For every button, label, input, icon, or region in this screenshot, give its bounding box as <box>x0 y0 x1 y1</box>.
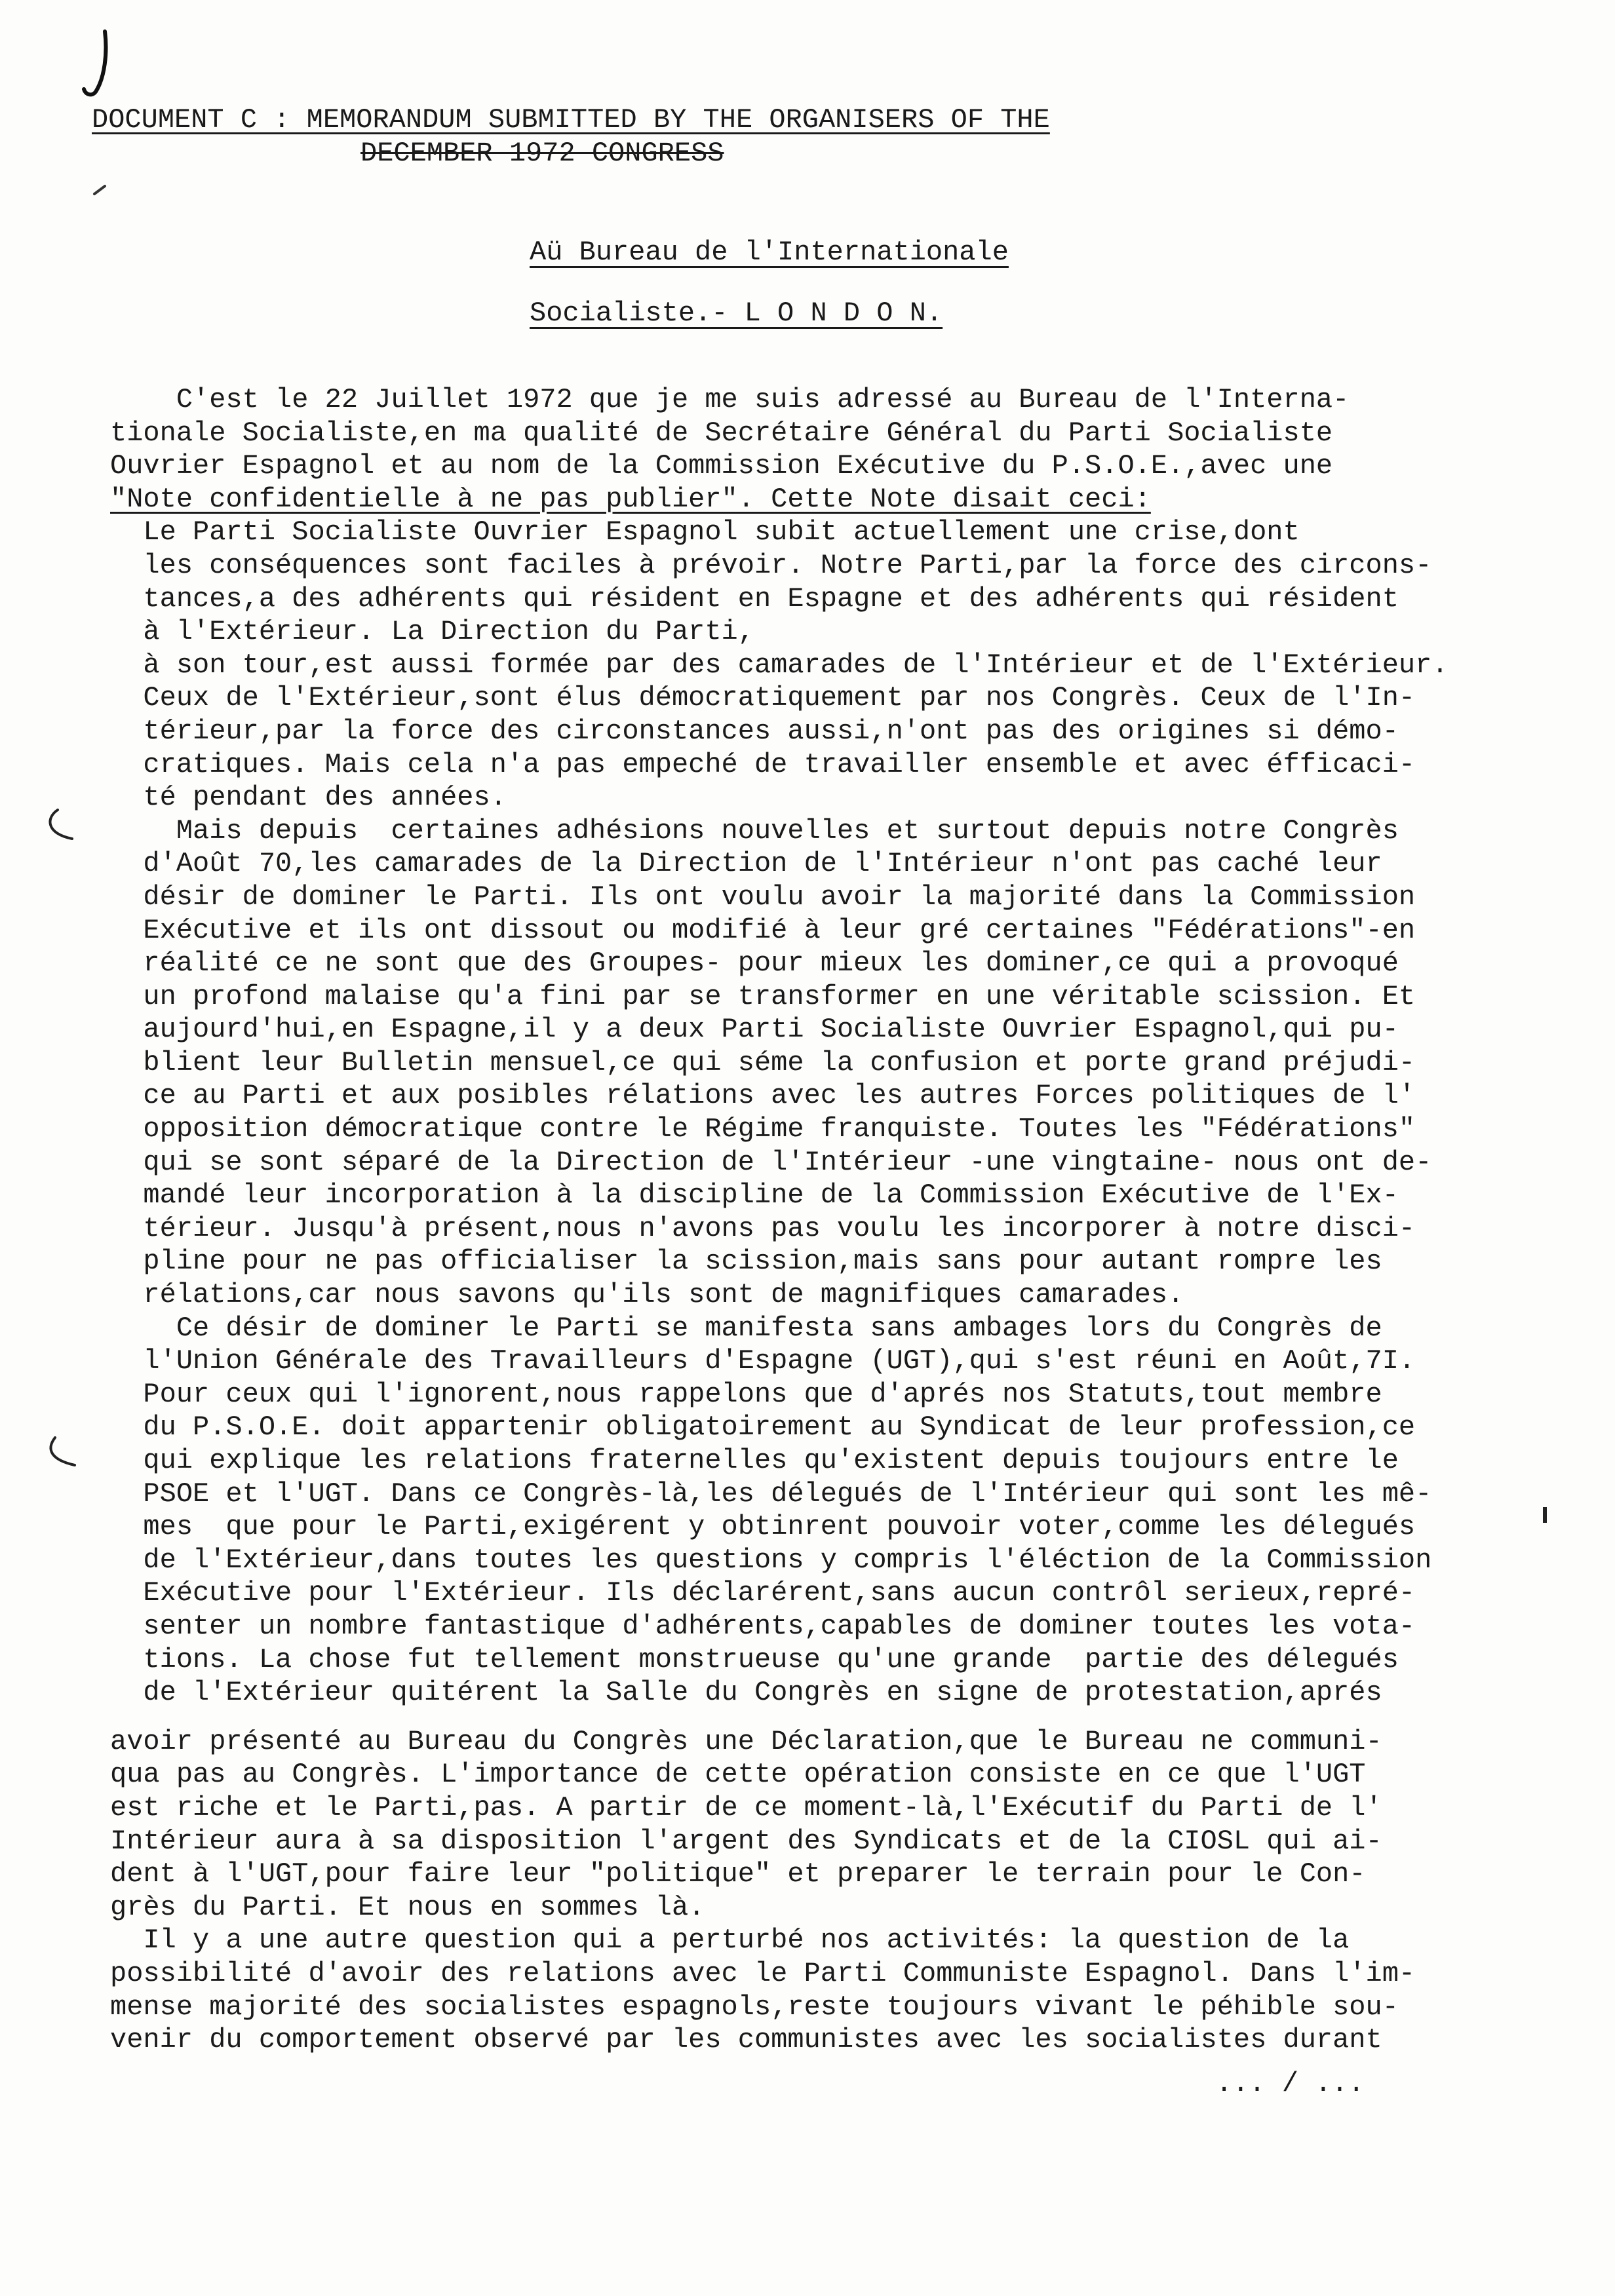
body-line: qui explique les relations fraternelles qu'existent depuis toujours entre le <box>110 1445 1399 1476</box>
body-line: tionale Socialiste,en ma qualité de Secrétaire Général du Parti Socialiste <box>110 417 1333 449</box>
body-line: avoir présenté au Bureau du Congrès une Déclaration,que le Bureau ne communi- <box>110 1725 1382 1757</box>
body-line: l'Union Générale des Travailleurs d'Espagne (UGT),qui s'est réuni en Août,7I. <box>110 1345 1416 1377</box>
document-header <box>92 104 1534 170</box>
body-line: Ce désir de dominer le Parti se manifesta sans ambages lors du Congrès de <box>110 1312 1382 1344</box>
body-line: qua pas au Congrès. L'importance de cette opération consiste en ce que l'UGT <box>110 1759 1366 1791</box>
body-line: ce au Parti et aux posibles rélations avec les autres Forces politiques de l' <box>110 1080 1416 1112</box>
ink-mark <box>1542 1507 1548 1523</box>
header-title-line: DOCUMENT C : MEMORANDUM SUBMITTED BY THE ORGANISERS OF THE <box>92 104 1050 136</box>
body-line: blient leur Bulletin mensuel,ce qui séme la confusion et porte grand préjudi- <box>110 1046 1416 1079</box>
body-line: d'Août 70,les camarades de la Direction de l'Intérieur n'ont pas caché leur <box>110 848 1382 880</box>
body-line: Exécutive et ils ont dissout ou modifié à leur gré certaines "Fédérations"-en <box>110 914 1416 946</box>
paragraph-gap <box>110 1710 1500 1725</box>
body-line: Le Parti Socialiste Ouvrier Espagnol subit actuellement une crise,dont <box>110 516 1300 548</box>
body-line: opposition démocratique contre le Régime franquiste. Toutes les "Fédérations" <box>110 1113 1416 1145</box>
body-line: réalité ce ne sont que des Groupes- pour mieux les dominer,ce qui a provoqué <box>110 947 1399 980</box>
body-line: aujourd'hui,en Espagne,il y a deux Parti Socialiste Ouvrier Espagnol,qui pu- <box>110 1014 1399 1046</box>
body-line: Ouvrier Espagnol et au nom de la Commission Exécutive du P.S.O.E.,avec une <box>110 450 1333 482</box>
body-line: Intérieur aura à sa disposition l'argent des Syndicats et de la CIOSL qui ai- <box>110 1825 1382 1857</box>
body-line: à son tour,est aussi formée par des camarades de l'Intérieur et de l'Extérieur. <box>110 649 1449 681</box>
body-line: rélations,car nous savons qu'ils sont de magnifiques camarades. <box>110 1279 1184 1311</box>
body-line: à l'Extérieur. La Direction du Parti, <box>110 616 754 648</box>
recipient-address <box>530 236 1009 357</box>
body-line: de l'Extérieur quitérent la Salle du Congrès en signe de protestation,aprés <box>110 1677 1382 1709</box>
body-line: tances,a des adhérents qui résident en Espagne et des adhérents qui résident <box>110 583 1399 615</box>
body-line: dent à l'UGT,pour faire leur "politique" et preparer le terrain pour le Con- <box>110 1858 1366 1890</box>
body-line: mes que pour le Parti,exigérent y obtinrent pouvoir voter,comme les délegués <box>110 1511 1416 1543</box>
body-line: Pour ceux qui l'ignorent,nous rappelons que d'aprés nos Statuts,tout membre <box>110 1378 1382 1410</box>
body-line-quoted-note: "Note confidentielle à ne pas publier". Cette Note disait ceci: <box>110 483 1151 515</box>
body-line: venir du comportement observé par les communistes avec les socialistes durant <box>110 2024 1382 2056</box>
body-line: pline pour ne pas officialiser la scission,mais sans pour autant rompre les <box>110 1246 1382 1278</box>
body-line: possibilité d'avoir des relations avec le Parti Communiste Espagnol. Dans l'im- <box>110 1957 1416 1989</box>
margin-bracket-mark <box>38 807 77 847</box>
body-line: mense majorité des socialistes espagnols,reste toujours vivant le péhible sou- <box>110 1991 1399 2023</box>
body-line: té pendant des années. <box>110 782 507 814</box>
body-line: cratiques. Mais cela n'a pas empeché de travailler ensemble et avec éfficaci- <box>110 748 1416 780</box>
header-subtitle-line: DECEMBER 1972 CONGRESS <box>360 137 724 169</box>
body-line: qui se sont séparé de la Direction de l'Intérieur -une vingtaine- nous ont de- <box>110 1146 1432 1178</box>
address-line-1: Aü Bureau de l'Internationale <box>530 237 1009 268</box>
memorandum-body <box>110 383 1500 2057</box>
body-line: senter un nombre fantastique d'adhérents,capables de dominer toutes les vota- <box>110 1610 1416 1642</box>
ink-mark <box>90 172 117 198</box>
body-line: tions. La chose fut tellement monstrueuse qu'une grande partie des délegués <box>110 1643 1399 1675</box>
body-line: grès du Parti. Et nous en sommes là. <box>110 1891 705 1923</box>
body-line: désir de dominer le Parti. Ils ont voulu avoir la majorité dans la Commission <box>110 881 1416 913</box>
body-line: est riche et le Parti,pas. A partir de ce moment-là,l'Exécutif du Parti de l' <box>110 1791 1382 1824</box>
continuation-marker: ... / ... <box>1216 2068 1365 2099</box>
body-line: de l'Extérieur,dans toutes les questions y compris l'éléction de la Commission <box>110 1544 1432 1576</box>
body-line: un profond malaise qu'a fini par se transformer en une véritable scission. Et <box>110 980 1416 1012</box>
body-line: du P.S.O.E. doit appartenir obligatoirement au Syndicat de leur profession,ce <box>110 1411 1416 1444</box>
body-line: térieur,par la force des circonstances aussi,n'ont pas des origines si démo- <box>110 715 1399 747</box>
body-line: PSOE et l'UGT. Dans ce Congrès-là,les délegués de l'Intérieur qui sont les mê- <box>110 1478 1432 1510</box>
handwritten-page-mark <box>79 26 118 105</box>
body-line: Mais depuis certaines adhésions nouvelles et surtout depuis notre Congrès <box>110 814 1399 847</box>
body-line: Ceux de l'Extérieur,sont élus démocratiquement par nos Congrès. Ceux de l'In- <box>110 682 1416 714</box>
body-line: les conséquences sont faciles à prévoir. Notre Parti,par la force des circons- <box>110 549 1432 581</box>
margin-bracket-mark <box>41 1435 80 1474</box>
body-line: mandé leur incorporation à la discipline de la Commission Exécutive de l'Ex- <box>110 1179 1399 1212</box>
body-line: Exécutive pour l'Extérieur. Ils déclarérent,sans aucun contrôl serieux,repré- <box>110 1577 1416 1609</box>
body-line: C'est le 22 Juillet 1972 que je me suis adressé au Bureau de l'Interna- <box>110 384 1350 415</box>
address-line-2: Socialiste.- L O N D O N. <box>530 297 943 329</box>
body-line: térieur. Jusqu'à présent,nous n'avons pas voulu les incorporer à notre disci- <box>110 1212 1416 1244</box>
body-line: Il y a une autre question qui a perturbé nos activités: la question de la <box>110 1924 1350 1957</box>
